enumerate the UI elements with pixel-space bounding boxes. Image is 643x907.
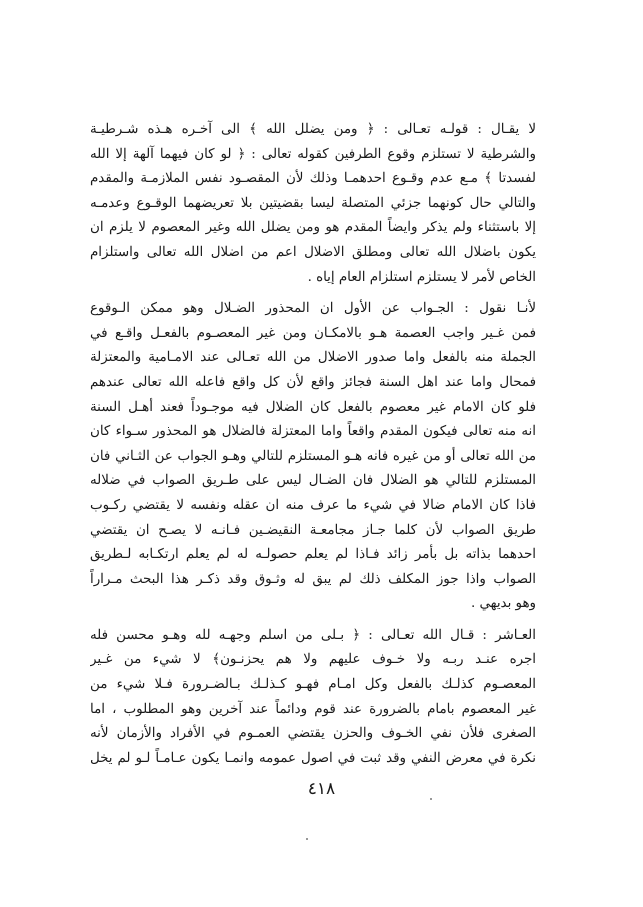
text-line: الصغرى فلأن نفي الخـوف والحزن يقتضي العمـوم في الأفراد والأزمان لأنه — [90, 726, 536, 742]
text-line: اجره عنـد ربـه ولا خـوف عليهم ولا هم يحزنـون﴾ لا شيء من غـير — [90, 652, 536, 668]
page-body — [90, 118, 536, 771]
text-line: لأنـا نقول : الجـواب عن الأول ان المحذور الضـلال وهو ممكن الـوقوع — [90, 301, 536, 317]
text-line: انه منه تعالى فيكون المقدم واقعاً واما المعتزلة فالضلال هو المحذور سـواء كان — [90, 424, 536, 440]
text-line: وهو بديهي . — [470, 596, 536, 612]
text-line: إلا باستثناء ولم يذكر وايضاً المقدم هو ومن يضلل الله وغير المعصوم لا يلزم ان — [90, 220, 536, 236]
text-line: المعصـوم كذلـك بالفعل وكل امـام فهـو كـذلـك بـالضـرورة فـلا شيء من — [90, 677, 536, 693]
text-line: الجملة منه بالفعل واما صدور الاضلال من الله تعـالى عند الامـامية والمعتزلة — [90, 350, 536, 366]
text-line: فمن غـير واجب العصمة هـو بالامكـان ومن غير المعصـوم بالفعـل واقـع في — [90, 325, 536, 341]
text-line: نكرة في معرض النفي وقد ثبت في اصول عمومه وانمـا يكون عـامـاً لـو لم يخل — [90, 750, 536, 766]
paragraph-answer — [90, 297, 536, 617]
text-line: طريق الصواب لأن كلما جـاز مجامعـة النقيضـين فـانـه لا يصـح ان يقتضي — [90, 522, 536, 538]
page-number: ٤١٨ — [307, 779, 336, 799]
scan-speck — [430, 798, 432, 800]
paragraph-tenth — [90, 624, 536, 772]
text-line: الخاص لأمر لا يستلزم استلزام العام إياه . — [307, 269, 536, 285]
text-line: والتالي حال كونهما جزئي المتصلة ليسا بقضيتين بلا تعريضهما الوقـوع وعدمـه — [90, 195, 536, 211]
text-line: غير المعصوم بامام بالضرورة عند قوم ودائماً عند آخرين وهو المطلوب ، اما — [90, 701, 536, 717]
text-line: فاذا كان الامام ضالا في شيء ما عرف منه ان عقله ونفسه لا يقتضي ركـوب — [90, 497, 536, 513]
text-line: الصواب واذا جوز المكلف ذلك لم يبق له وثـوق وقد ذكـر هذا البحث مـراراً — [90, 571, 536, 587]
paragraph-objection — [90, 118, 536, 290]
text-line: من الله تعالى أو من غيره فانه هـو المستلزم للتالي وهـو الجواب عن الثـاني فان — [90, 448, 536, 464]
paragraph-gap — [90, 617, 536, 624]
paragraph-gap — [90, 290, 536, 297]
text-line: لا يقـال : قولـه تعـالى : ﴿ ومن يضلل الله ﴾ الى آخـره هـذه شـرطيـة — [90, 122, 536, 137]
text-line: فمحال واما عند اهل السنة فجائز واقع لأن كل واقع فاعله الله تعالى عندهم — [90, 374, 536, 390]
text-line: المستلزم للتالي هو الضلال فان الضـال ليس على طـريق الصواب في ضلاله — [90, 473, 536, 489]
text-line: والشرطية لا تستلزم وقوع الطرفين كقوله تعالى : ﴿ لو كان فيهما آلهة إلا الله — [90, 146, 536, 162]
text-line: احدهما بذاته بل بأمر زائد فـاذا لم يعلم حصولـه له لم يعلم ارتكـابه لـطريق — [90, 547, 536, 563]
scan-speck — [306, 838, 308, 840]
text-line: لفسدتا ﴾ مـع عدم وقـوع احدهمـا وذلك لأن المقصـود نفس الملازمـة والمقدم — [90, 171, 536, 187]
text-line: فلو كان الامام غير معصوم بالفعل كان الضلال فيه موجـوداً فعند أهـل السنة — [90, 399, 536, 415]
text-line: العـاشر : قـال الله تعـالى : ﴿ بـلى من اسلم وجهـه لله وهـو محسن فله — [90, 627, 536, 643]
text-line: يكون باضلال الله تعالى ومطلق الاضلال اعم من اضلال الله تعالى واستلزام — [90, 244, 536, 260]
